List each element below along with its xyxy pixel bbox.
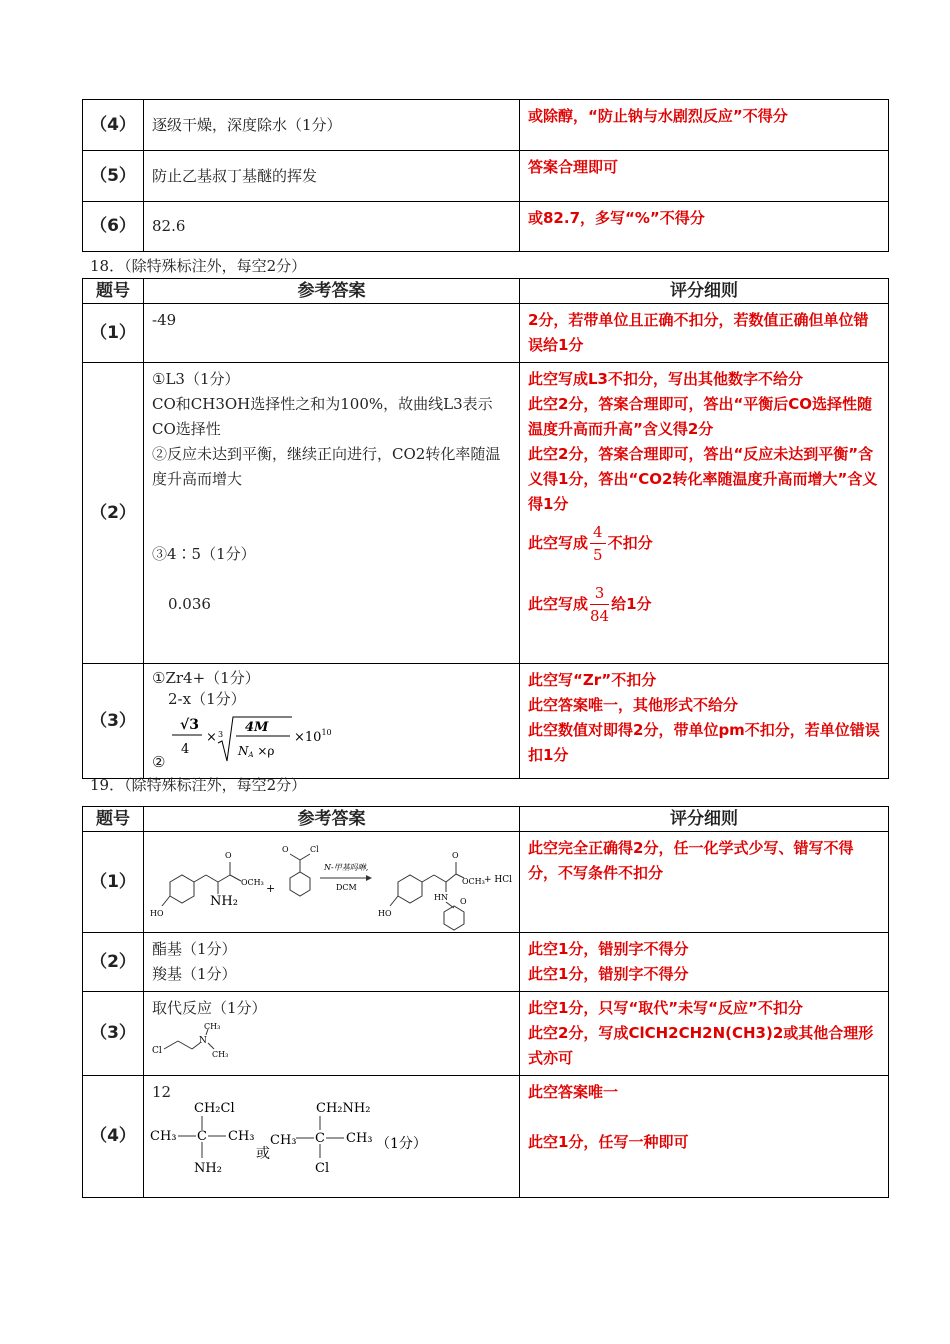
table-17 [82,99,889,252]
svg-text:NH₂: NH₂ [194,1161,222,1176]
table-row [83,202,889,252]
svg-text:Cl: Cl [152,1046,162,1056]
answer-cell: -49 [144,304,520,363]
table-19 [82,806,889,1198]
svg-text:OCH₃: OCH₃ [241,878,264,887]
svg-text:CH₂NH₂: CH₂NH₂ [316,1101,371,1116]
header-grading: 评分细则 [520,279,889,304]
isomer-structures [150,1100,510,1192]
grading-cell [520,363,889,664]
numerator: 3 [590,582,609,605]
grading-line: 此空写“Zr”不扣分 [528,671,657,689]
svg-text:CH₃: CH₃ [212,1050,229,1059]
points-label: （1分） [376,1136,427,1152]
answer-line: ② [152,753,166,771]
grading-cell: 2分，若带单位且正确不扣分，若数值正确但单位错误给1分 [520,304,889,363]
grading-cell [520,1076,889,1198]
grading-line [528,582,880,627]
denominator: 5 [593,546,603,564]
svg-text:Cl: Cl [315,1161,330,1176]
svg-text:CH₃: CH₃ [204,1022,221,1031]
grading-cell [520,664,889,779]
answer-cell [144,832,520,933]
svg-text:CH₃: CH₃ [228,1129,255,1144]
answer-line: ①Zr4+（1分） [152,669,260,687]
item-number: （6） [83,202,144,252]
svg-text:3: 3 [218,730,224,739]
svg-text:O: O [452,851,459,860]
svg-text:Cl: Cl [310,845,319,854]
svg-text:HO: HO [378,909,392,918]
table-row [83,304,889,363]
plus-sign: + [266,882,276,895]
grading-text: 此空写成 [528,534,589,552]
table-row [83,363,889,664]
grading-line: 此空答案唯一 [528,1083,619,1101]
table-row [83,933,889,992]
grading-cell: 或82.7，多写“%”不得分 [520,202,889,252]
answer-line: 12 [152,1083,172,1101]
grading-text: 给1分 [611,595,652,613]
item-number: （1） [83,832,144,933]
grading-line: 此空答案唯一，其他形式不给分 [528,696,739,714]
molecule-structure [152,1021,252,1061]
svg-text:CH₃: CH₃ [150,1129,177,1144]
answer-line: 2-x（1分） [168,690,246,708]
svg-text:√3: √3 [180,717,199,733]
header-answer: 参考答案 [144,807,520,832]
svg-text:4: 4 [181,742,190,757]
svg-text:OCH₃: OCH₃ [462,877,485,886]
table-row [83,1076,889,1198]
svg-text:CH₂Cl: CH₂Cl [194,1101,235,1116]
table-header [83,279,889,304]
answer-cell [144,664,520,779]
table-row [83,832,889,933]
item-number: （1） [83,304,144,363]
item-number: （4） [83,1076,144,1198]
grading-line: 此空数值对即得2分，带单位pm不扣分，若单位错误扣1分 [528,721,880,764]
grading-cell: 或除醇，“防止钠与水剧烈反应”不得分 [520,100,889,151]
svg-text:4M: 4M [245,720,269,735]
svg-text:NH₂: NH₂ [210,894,238,909]
item-number: （4） [83,100,144,151]
header-answer: 参考答案 [144,279,520,304]
svg-text:NA ×ρ: NA ×ρ [238,744,275,759]
answer-line: 羧基（1分） [152,965,237,983]
grading-line: 此空1分，错别字不得分 [528,940,689,958]
section-note-19: 19．（除特殊标注外，每空2分） [90,776,307,794]
svg-text:O: O [282,845,289,854]
table-18 [82,278,889,779]
denominator: 84 [590,607,610,625]
item-number: （3） [83,992,144,1076]
section-note-18: 18．（除特殊标注外，每空2分） [90,257,307,275]
item-number: （5） [83,151,144,202]
svg-text:×: × [206,730,217,745]
grading-line [528,521,880,566]
grading-cell [520,992,889,1076]
numerator: 4 [590,521,606,544]
answer-cell [144,992,520,1076]
svg-text:N: N [199,1036,207,1046]
header-number: 题号 [83,807,144,832]
grading-line: 此空1分，任写一种即可 [528,1133,689,1151]
answer-line: 取代反应（1分） [152,999,267,1017]
answer-cell [144,363,520,664]
svg-text:×1010: $\times 10^{10}$ [294,728,332,745]
answer-line: ②反应未达到平衡，继续正向进行，CO2转化率随温度升高而增大 [152,445,501,488]
answer-cell [144,1076,520,1198]
grading-line: 此空2分，答案合理即可，答出“平衡后CO选择性随温度升高而升高”含义得2分 [528,395,873,438]
hcl-label: + HCl [484,875,513,885]
grading-line: 此空1分，错别字不得分 [528,965,689,983]
svg-text:O: O [225,851,232,860]
answer-line: 0.036 [168,595,211,613]
item-number: （2） [83,933,144,992]
answer-cell [144,933,520,992]
grading-text: 此空写成 [528,595,589,613]
grading-cell [520,933,889,992]
density-formula [170,711,330,767]
grading-cell: 此空完全正确得2分，任一化学式少写、错写不得分，不写条件不扣分 [520,832,889,933]
grading-line: 此空2分，答案合理即可，答出“反应未达到平衡”含义得1分，答出“CO2转化率随温度升高而增大”含义得1分 [528,445,878,513]
table-header [83,807,889,832]
item-number: （2） [83,363,144,664]
grading-line: 此空写成L3不扣分，写出其他数字不给分 [528,370,803,388]
answer-line: ③4∶5（1分） [152,545,256,563]
table-row [83,100,889,151]
grading-line: 此空1分，只写“取代”未写“反应”不扣分 [528,999,803,1017]
svg-text:C: C [197,1129,207,1144]
answer-cell: 82.6 [144,202,520,252]
reagent-label: N-甲基吗啉, [324,863,369,872]
solvent-label: DCM [336,883,357,892]
svg-text:CH₃: CH₃ [346,1131,373,1146]
grading-cell: 答案合理即可 [520,151,889,202]
fraction [590,582,609,627]
answer-line: CO和CH3OH选择性之和为100%，故曲线L3表示CO选择性 [152,395,493,438]
reaction-scheme [148,834,520,930]
table-row [83,151,889,202]
fraction [590,521,606,566]
svg-text:CH₃: CH₃ [270,1133,297,1148]
table-row [83,664,889,779]
grading-line: 此空2分，写成ClCH2CH2N(CH3)2或其他合理形式亦可 [528,1024,874,1067]
or-label: 或 [256,1146,270,1162]
answer-cell: 防止乙基叔丁基醚的挥发 [144,151,520,202]
table-row [83,992,889,1076]
header-number: 题号 [83,279,144,304]
grading-text: 不扣分 [607,534,653,552]
answer-cell: 逐级干燥，深度除水（1分） [144,100,520,151]
svg-text:HN: HN [434,893,448,902]
answer-line: 酯基（1分） [152,940,237,958]
item-number: （3） [83,664,144,779]
svg-text:O: O [460,897,467,906]
svg-text:C: C [315,1131,325,1146]
header-grading: 评分细则 [520,807,889,832]
svg-text:HO: HO [150,909,164,918]
answer-line: ①L3（1分） [152,370,240,388]
